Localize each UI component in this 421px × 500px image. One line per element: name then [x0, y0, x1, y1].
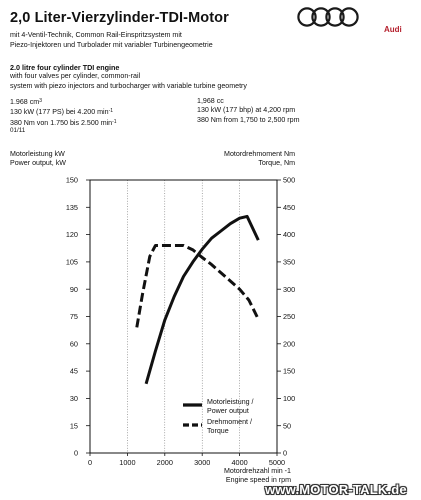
- y-right-tick-label: 350: [283, 257, 296, 267]
- y-right-tick-label: 50: [283, 421, 292, 431]
- y-left-tick-label: 30: [69, 394, 78, 403]
- y-right-tick-label: 200: [283, 339, 296, 349]
- y-right-tick-label: 150: [283, 366, 296, 376]
- english-line-2: system with piezo injectors and turbocharger with variable turbine geometry: [10, 81, 247, 90]
- chart-ticks: [66, 176, 295, 467]
- x-tick-label: 4000: [231, 458, 248, 467]
- x-tick-label: 2000: [156, 458, 173, 467]
- subtitle-line-1: mit 4-Ventil-Technik, Common Rail-Einspritzsystem mit: [10, 31, 182, 39]
- y-left-tick-label: 105: [65, 257, 78, 267]
- chart-legend: [183, 398, 254, 435]
- x-tick-label: 3000: [194, 458, 211, 467]
- subtitle-line-2: Piezo-Injektoren und Turbolader mit variabler Turbinengeometrie: [10, 40, 213, 49]
- brand-name: Audi: [384, 25, 402, 34]
- left-axis-label: Motorleistung kW Power output, kW: [10, 150, 66, 168]
- y-right-tick-label: 300: [283, 284, 296, 294]
- y-right-tick-label: 500: [283, 175, 296, 185]
- spec-displacement-en: 1,968 cc: [197, 97, 224, 105]
- legend-torque-label-2: Torque: [207, 427, 229, 435]
- spec-torque-de: 380 Nm von 1.750 bis 2.500 $\min^{-1}$: [10, 118, 117, 127]
- y-right-tick-label: 400: [283, 230, 296, 240]
- spec-torque-en: 380 Nm from 1,750 to 2,500 rpm: [197, 115, 300, 124]
- english-line-1: with four valves per cylinder, common-rail: [10, 72, 141, 80]
- legend-torque-label-1: Drehmoment /: [207, 418, 252, 426]
- spec-power-en: 130 kW (177 bhp) at 4,200 rpm: [197, 106, 296, 115]
- y-left-tick-label: 135: [65, 202, 78, 212]
- x-tick-label: 0: [87, 458, 93, 467]
- legend-power-label-1: Motorleistung /: [207, 398, 254, 406]
- x-axis-label: Motordrehzahl min -1 Engine speed in rpm: [223, 467, 291, 484]
- chart-series: [137, 216, 258, 383]
- x-tick-label: 5000: [268, 458, 286, 467]
- date-code: 01/11: [10, 127, 26, 134]
- watermark: www.MOTOR-TALK.de: [265, 482, 407, 497]
- y-right-tick-label: 100: [283, 394, 296, 403]
- legend-power-label-2: Power output: [207, 407, 249, 415]
- y-left-tick-label: 90: [69, 284, 78, 294]
- y-right-tick-label: 0: [283, 448, 288, 458]
- spec-power-de: 130 kW (177 PS) bei 4.200 $\min^{-1}$: [10, 108, 114, 117]
- y-left-tick-label: 120: [65, 230, 78, 240]
- y-left-tick-label: 75: [69, 312, 78, 322]
- y-right-tick-label: 450: [283, 202, 296, 212]
- y-left-tick-label: 60: [69, 339, 78, 349]
- x-tick-label: 1000: [119, 458, 136, 467]
- y-left-tick-label: 0: [73, 448, 78, 458]
- y-left-tick-label: 45: [69, 366, 78, 376]
- y-left-tick-label: 150: [65, 175, 78, 185]
- english-heading: 2.0 litre four cylinder TDI engine: [10, 63, 120, 72]
- right-axis-label: Motordrehmoment Nm Torque, Nm: [224, 150, 295, 168]
- spec-displacement-de: 1.968 $cm^3$: [10, 98, 42, 106]
- page-title: 2,0 Liter-Vierzylinder-TDI-Motor: [10, 10, 229, 26]
- y-right-tick-label: 250: [283, 312, 296, 322]
- y-left-tick-label: 15: [69, 421, 78, 431]
